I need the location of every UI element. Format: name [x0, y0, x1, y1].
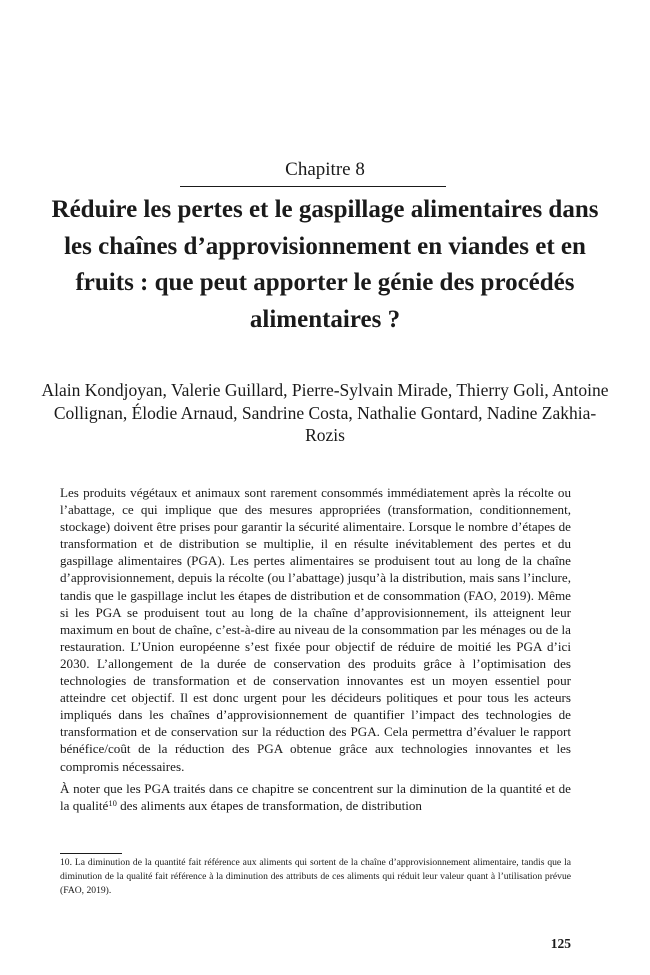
chapter-label-rule — [180, 186, 446, 187]
footnote-reference: 10 — [108, 797, 117, 808]
footnote: 10. La diminution de la quantité fait référence aux aliments qui sortent de la chaîne d’approvisionnement alimentaire, tandis que la diminution de la qualité fait référence à la diminution des attributs de ces aliments qui réduit leur valeur quant à l’utilisation prévue (FAO, 2019). — [60, 857, 571, 896]
body-paragraph-2-end: des aliments aux étapes de transformation, de distribution — [116, 797, 422, 813]
body-paragraph-2-start: À noter que les PGA traités dans ce chapitre se concentrent sur la diminution de la quantité et de la qualité — [60, 780, 571, 813]
body-paragraph-1: Les produits végétaux et animaux sont rarement consommés immédiatement après la récolte ou l’abattage, ce qui implique que des mesures appropriées (transformation, conditionnement, stockage) doivent être prises pour garantir la sécurité alimentaire. Lorsque le nombre d’étapes de transformation et de distribution se multiplie, il en résulte inévitablement des pertes et du gaspillage alimentaires (PGA). Les pertes alimentaires se produisent tout au long de la chaîne d’approvisionnement, depuis la récolte (ou l’abattage) jusqu’à la distribution, mais sans l’inclure, tandis que le gaspillage inclut les étapes de distribution et de consommation (FAO, 2019). Même si les PGA se produisent tout au long de la chaîne d’approvisionnement, ils atteignent leur maximum en bout de chaîne, c’est-à-dire au niveau de la consommation par les ménages ou de la restauration. L’Union européenne s’est fixée pour objectif de réduire de moitié les PGA d’ici 2030. L’allongement de la durée de conservation des produits grâce à l’optimisation des technologies de transformation et de conservation innovantes est un moyen essentiel pour atteindre cet objectif. Il est donc urgent pour les décideurs politiques et pour tous les acteurs impliqués dans les chaînes d’approvisionnement de quantifier l’impact des technologies de transformation et de conservation sur la réduction des PGA. Cela permettra d’évaluer le rapport bénéfice/coût de la réduction des PGA obtenue grâce aux technologies innovantes et les compromis nécessaires. — [60, 485, 571, 774]
body-text — [60, 484, 571, 819]
page-number: 125 — [550, 936, 571, 951]
footnote-rule — [60, 853, 122, 854]
chapter-title: Réduire les pertes et le gaspillage alimentaires dans les chaînes d’approvisionnement en viandes et en fruits : que peut apporter le génie des procédés alimentaires ? — [51, 196, 599, 333]
chapter-authors: Alain Kondjoyan, Valerie Guillard, Pierre-Sylvain Mirade, Thierry Goli, Antoine Collignan, Élodie Arnaud, Sandrine Costa, Nathalie Gontard, Nadine Zakhia-Rozis — [41, 380, 609, 445]
body-paragraph-2 — [60, 780, 571, 814]
chapter-label: Chapitre 8 — [285, 159, 365, 180]
